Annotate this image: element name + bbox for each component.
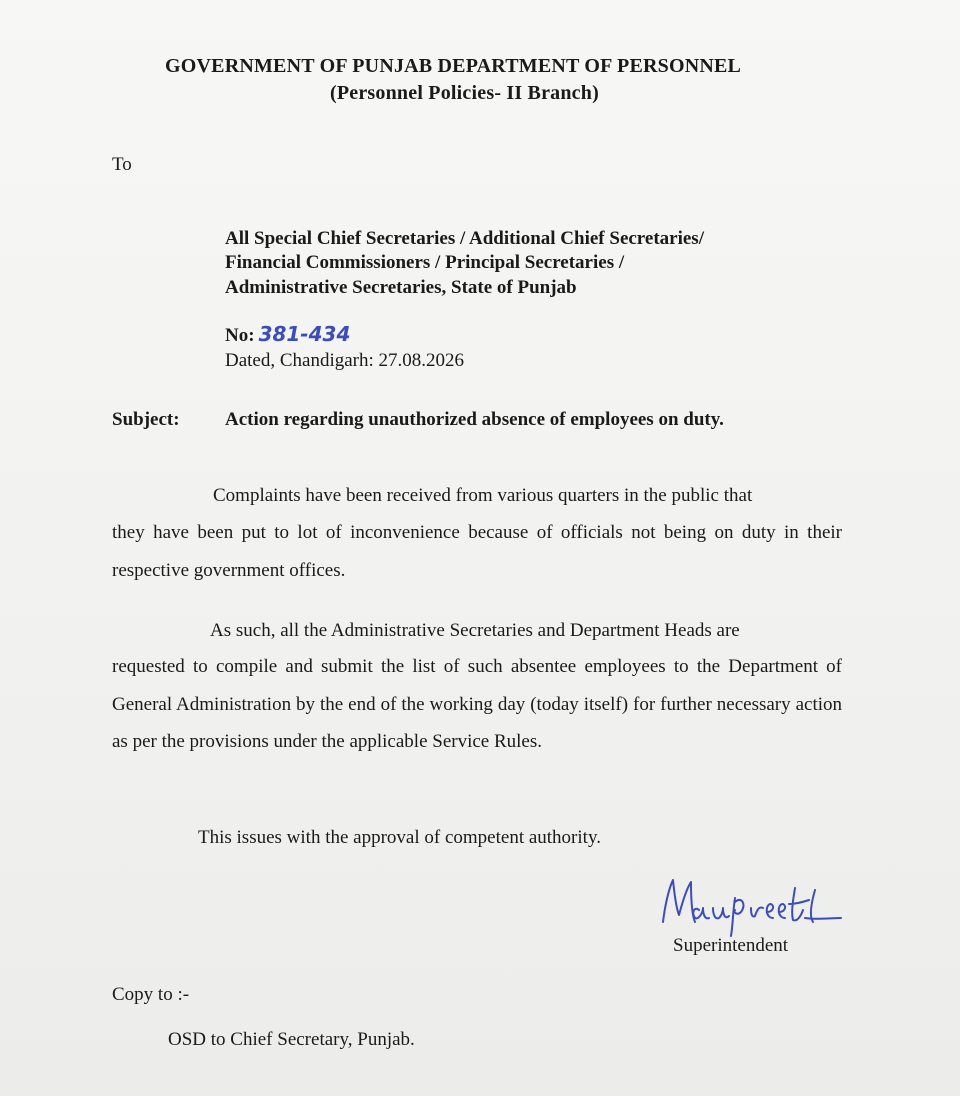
reference-number-value: 381-434 <box>258 322 351 346</box>
addressee-line-2: Financial Commissioners / Principal Secretaries / <box>225 252 625 273</box>
signature <box>655 860 855 940</box>
copy-to-label: Copy to :- <box>112 984 190 1005</box>
subject-label: Subject: <box>112 409 180 430</box>
addressee-line-1: All Special Chief Secretaries / Additional Chief Secretaries/ <box>225 228 704 249</box>
header-line-1: GOVERNMENT OF PUNJAB DEPARTMENT OF PERSONNEL <box>165 55 742 77</box>
reference-number-label: No: <box>225 325 255 346</box>
reference-date: Dated, Chandigarh: 27.08.2026 <box>225 350 465 371</box>
header-line-2: (Personnel Policies- II Branch) <box>330 82 599 104</box>
paragraph-1-rest: they have been put to lot of inconvenience because of officials not being on duty in their respective government offices. <box>112 522 842 581</box>
to-label: To <box>112 154 132 175</box>
signatory-designation: Superintendent <box>673 935 789 956</box>
paragraph-2-line-1: As such, all the Administrative Secretaries and Department Heads are <box>210 620 740 641</box>
copy-recipient: OSD to Chief Secretary, Punjab. <box>168 1029 415 1050</box>
paragraph-1-line-1: Complaints have been received from various quarters in the public that <box>213 485 753 506</box>
subject-text: Action regarding unauthorized absence of employees on duty. <box>225 409 724 430</box>
paragraph-3: This issues with the approval of competent authority. <box>198 827 601 848</box>
signature-handwriting <box>655 860 855 940</box>
addressee-line-3: Administrative Secretaries, State of Punjab <box>225 277 577 298</box>
reference-number <box>225 322 350 347</box>
paragraph-2-rest: requested to compile and submit the list of such absentee employees to the Department of General Administration by the end of the working day (today itself) for further necessary action as per the provisions under the applicable Service Rules. <box>112 656 842 752</box>
